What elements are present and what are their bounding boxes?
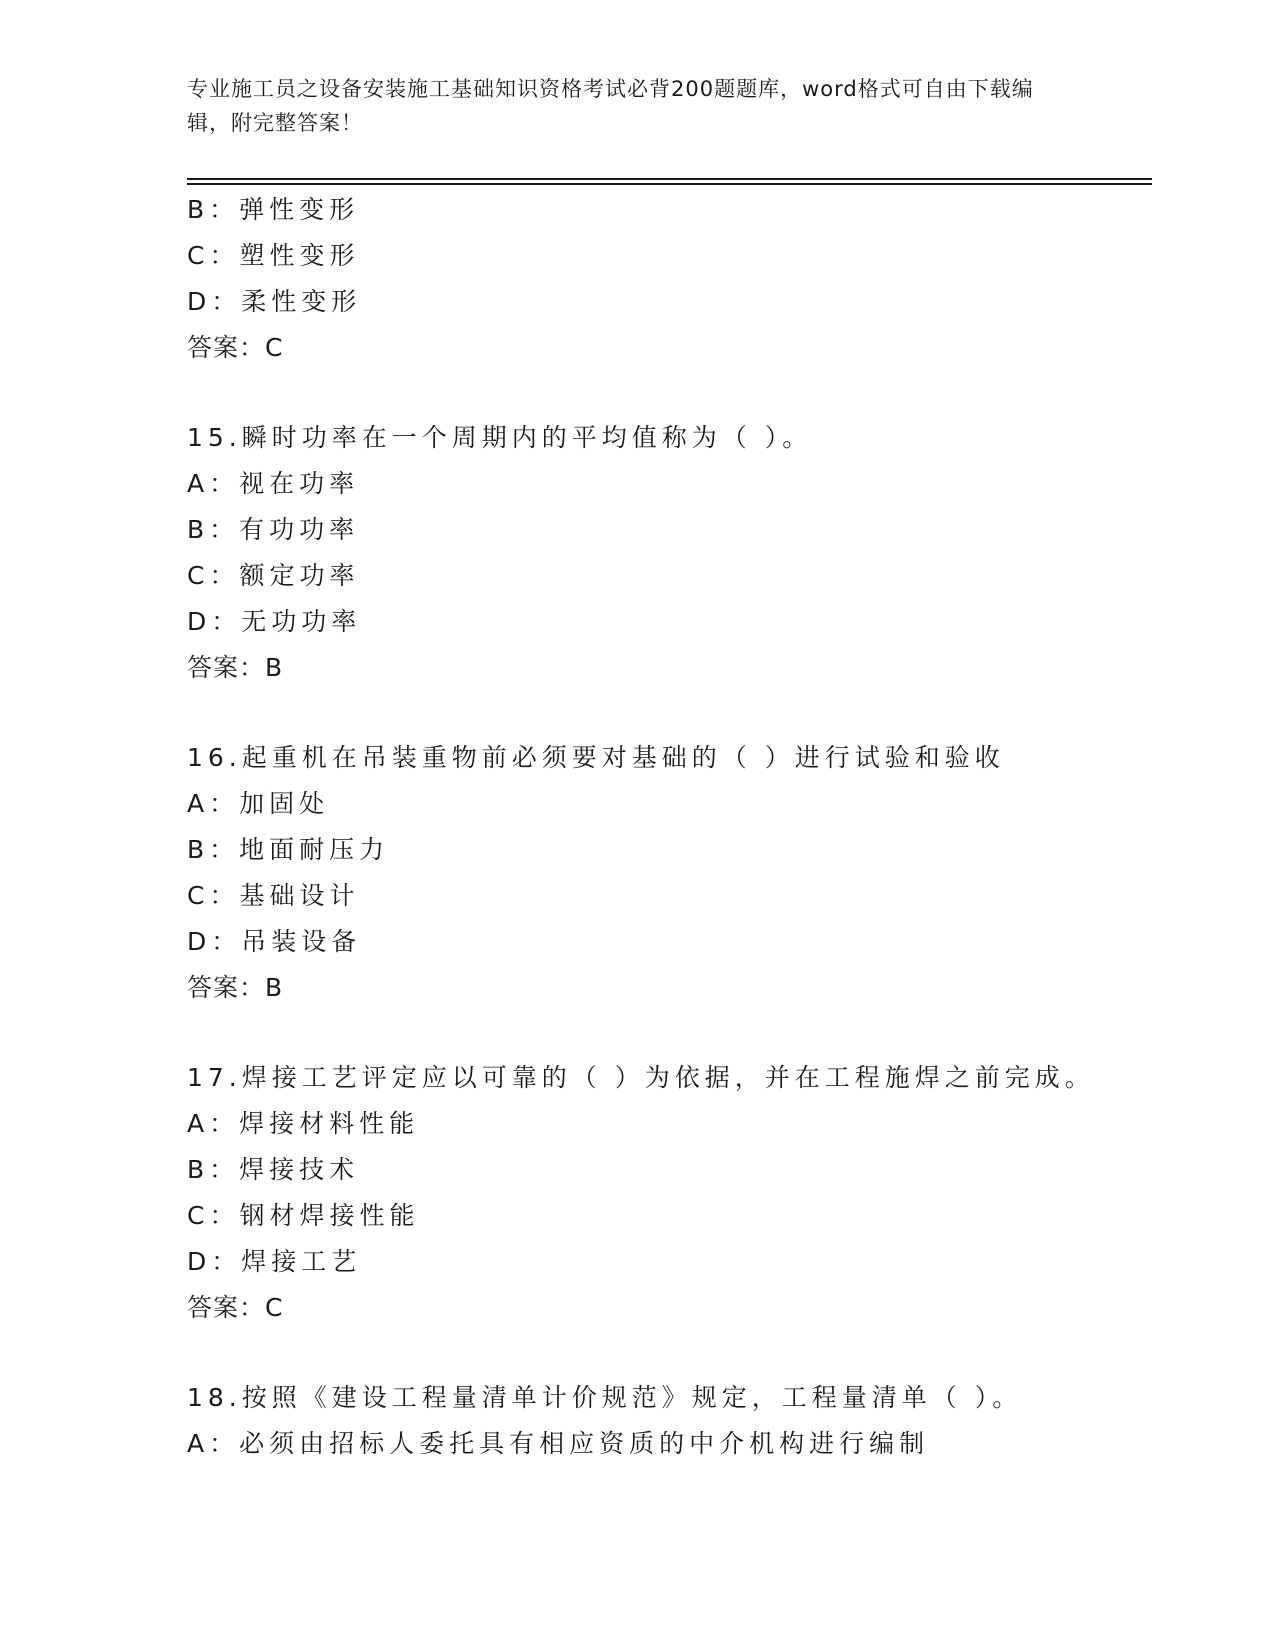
answer: 答案：B <box>187 973 284 1002</box>
header-divider-line <box>187 183 1152 185</box>
question-stem: 15.瞬时功率在一个周期内的平均值称为（ ）。 <box>187 423 813 452</box>
answer: 答案：B <box>187 653 284 682</box>
option-d: D：柔性变形 <box>187 287 362 316</box>
header-divider-line <box>187 178 1152 180</box>
option-d: D：吊装设备 <box>187 927 362 956</box>
option-c: C：基础设计 <box>187 881 360 910</box>
option-b: B：弹性变形 <box>187 195 360 224</box>
option-c: C：钢材焊接性能 <box>187 1201 420 1230</box>
option-a: A：加固处 <box>187 789 330 818</box>
question-list <box>187 187 1152 1467</box>
question-stem: 16.起重机在吊装重物前必须要对基础的（ ）进行试验和验收 <box>187 743 1005 772</box>
option-b: B：有功功率 <box>187 515 360 544</box>
option-d: D：焊接工艺 <box>187 1247 362 1276</box>
option-d: D：无功功率 <box>187 607 362 636</box>
option-b: B：焊接技术 <box>187 1155 360 1184</box>
answer: 答案：C <box>187 333 284 362</box>
question-stem: 17.焊接工艺评定应以可靠的（ ）为依据，并在工程施焊之前完成。 <box>187 1063 1095 1092</box>
option-c: C：塑性变形 <box>187 241 360 270</box>
option-a: A：必须由招标人委托具有相应资质的中介机构进行编制 <box>187 1429 930 1458</box>
option-a: A：视在功率 <box>187 469 360 498</box>
question-stem: 18.按照《建设工程量清单计价规范》规定，工程量清单（ ）。 <box>187 1383 1023 1412</box>
answer: 答案：C <box>187 1293 284 1322</box>
option-b: B：地面耐压力 <box>187 835 390 864</box>
document-title: 专业施工员之设备安装施工基础知识资格考试必背200题题库，word格式可自由下载编辑，附完整答案！ <box>187 77 1034 135</box>
option-c: C：额定功率 <box>187 561 360 590</box>
option-a: A：焊接材料性能 <box>187 1109 420 1138</box>
